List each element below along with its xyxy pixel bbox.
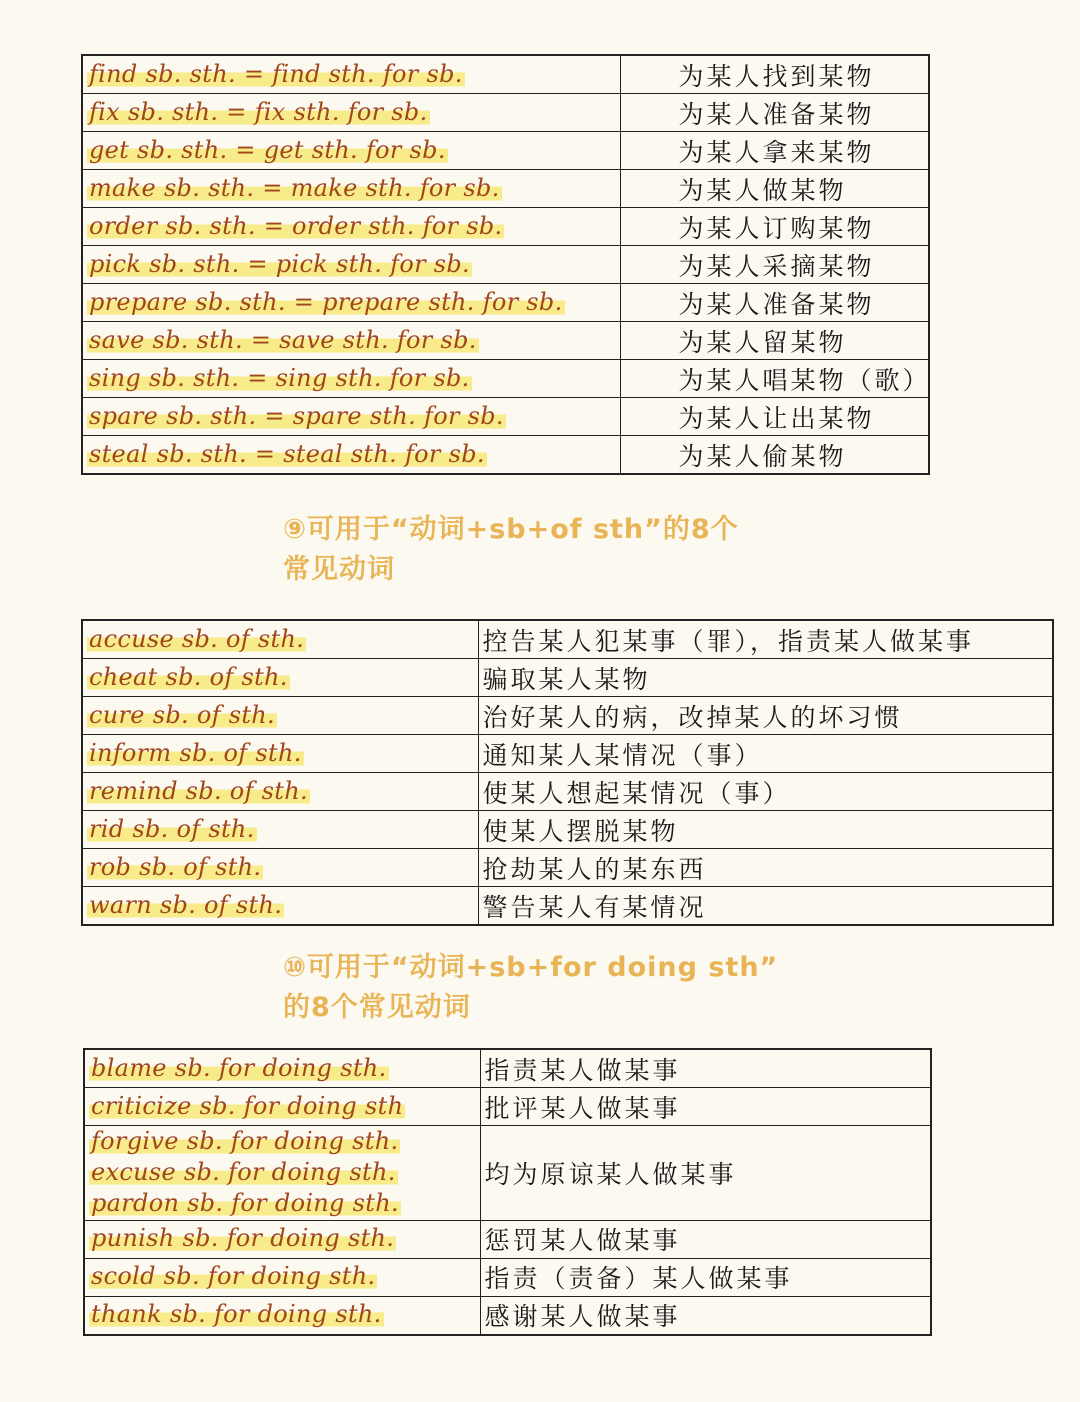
table-row — [82, 94, 929, 132]
table-row — [82, 398, 929, 436]
phrase-cell — [82, 360, 620, 398]
meaning-cell: 批评某人做某事 — [480, 1088, 931, 1126]
verb-phrase: find sb. sth. = find sth. for sb. — [89, 59, 463, 88]
table-row — [82, 697, 1053, 735]
table-row — [82, 620, 1053, 659]
section-heading-10-line2: 的8个常见动词 — [283, 992, 471, 1023]
table-row — [82, 132, 929, 170]
table-row — [82, 849, 1053, 887]
table-row — [82, 887, 1053, 926]
verb-phrase: punish sb. for doing sth. — [91, 1224, 395, 1253]
verb-phrase: blame sb. for doing sth. — [91, 1053, 387, 1082]
verb-phrase: scold sb. for doing sth. — [91, 1262, 376, 1291]
verb-phrase: warn sb. of sth. — [89, 890, 283, 919]
table-row — [82, 246, 929, 284]
table-row — [82, 659, 1053, 697]
phrase-cell — [82, 284, 620, 322]
verb-phrase: save sb. sth. = save sth. for sb. — [89, 325, 477, 354]
verb-phrase: cheat sb. of sth. — [89, 662, 288, 691]
table-row — [84, 1220, 931, 1258]
table-row — [84, 1126, 931, 1221]
phrase-cell — [82, 436, 620, 475]
meaning-cell: 为某人准备某物 — [620, 94, 929, 132]
table-row — [82, 811, 1053, 849]
verb-phrase: spare sb. sth. = spare sth. for sb. — [89, 401, 504, 430]
verb-phrase: make sb. sth. = make sth. for sb. — [89, 173, 500, 202]
meaning-cell: 为某人让出某物 — [620, 398, 929, 436]
verb-phrase: inform sb. of sth. — [89, 738, 302, 767]
phrase-cell — [82, 55, 620, 94]
section-heading-9-line1: ⑨可用于“动词+sb+of sth”的8个 — [283, 514, 739, 545]
table-row — [82, 735, 1053, 773]
table-row — [82, 170, 929, 208]
meaning-cell: 通知某人某情况（事） — [478, 735, 1053, 773]
meaning-cell: 为某人找到某物 — [620, 55, 929, 94]
verb-phrase: pick sb. sth. = pick sth. for sb. — [89, 249, 470, 278]
phrase-cell — [82, 659, 478, 697]
meaning-cell: 感谢某人做某事 — [480, 1296, 931, 1335]
meaning-cell: 为某人留某物 — [620, 322, 929, 360]
verb-phrase: forgive sb. for doing sth. — [91, 1127, 399, 1155]
meaning-cell: 惩罚某人做某事 — [480, 1220, 931, 1258]
phrase-cell — [82, 620, 478, 659]
phrase-cell — [82, 208, 620, 246]
table-row — [84, 1258, 931, 1296]
phrase-cell — [84, 1049, 480, 1088]
phrase-cell — [82, 398, 620, 436]
phrase-cell — [82, 735, 478, 773]
table-row — [84, 1049, 931, 1088]
verb-phrase: prepare sb. sth. = prepare sth. for sb. — [89, 287, 563, 316]
phrase-cell — [82, 322, 620, 360]
table-row — [82, 360, 929, 398]
phrase-cell — [82, 849, 478, 887]
verb-phrase: cure sb. of sth. — [89, 700, 275, 729]
verb-phrase: fix sb. sth. = fix sth. for sb. — [89, 97, 428, 126]
verb-phrase: criticize sb. for doing sth — [91, 1091, 404, 1120]
verb-phrase: excuse sb. for doing sth. — [91, 1158, 396, 1187]
verb-phrase: steal sb. sth. = steal sth. for sb. — [89, 439, 485, 468]
section-heading-9-line2: 常见动词 — [283, 554, 395, 585]
section-heading-9 — [283, 510, 739, 590]
meaning-cell: 使某人摆脱某物 — [478, 811, 1053, 849]
verb-phrase: get sb. sth. = get sth. for sb. — [89, 135, 446, 164]
phrase-cell — [82, 170, 620, 208]
meaning-cell: 为某人偷某物 — [620, 436, 929, 475]
phrase-cell — [82, 811, 478, 849]
meaning-cell: 指责某人做某事 — [480, 1049, 931, 1088]
section-heading-10 — [283, 948, 778, 1028]
verb-phrase: rid sb. of sth. — [89, 814, 255, 843]
meaning-cell: 为某人拿来某物 — [620, 132, 929, 170]
table-row — [82, 208, 929, 246]
verb-phrase: accuse sb. of sth. — [89, 624, 305, 653]
phrase-cell — [84, 1258, 480, 1296]
phrase-cell — [84, 1126, 480, 1221]
meaning-cell: 骗取某人某物 — [478, 659, 1053, 697]
verb-phrase: pardon sb. for doing sth. — [91, 1189, 399, 1218]
meaning-cell: 为某人采摘某物 — [620, 246, 929, 284]
table-row — [82, 55, 929, 94]
verb-phrase: rob sb. of sth. — [89, 852, 262, 881]
phrase-cell — [82, 246, 620, 284]
verb-phrase: order sb. sth. = order sth. for sb. — [89, 211, 503, 240]
table-row — [82, 773, 1053, 811]
phrase-cell — [84, 1296, 480, 1335]
meaning-cell: 为某人做某物 — [620, 170, 929, 208]
meaning-cell: 为某人订购某物 — [620, 208, 929, 246]
phrase-cell — [82, 887, 478, 926]
meaning-cell: 使某人想起某情况（事） — [478, 773, 1053, 811]
phrase-cell — [82, 132, 620, 170]
phrase-cell — [82, 697, 478, 735]
verb-phrase: sing sb. sth. = sing sth. for sb. — [89, 363, 470, 392]
verb-phrase: thank sb. for doing sth. — [91, 1300, 382, 1329]
table-row — [82, 436, 929, 475]
phrase-cell — [84, 1220, 480, 1258]
meaning-cell: 抢劫某人的某东西 — [478, 849, 1053, 887]
meaning-cell: 警告某人有某情况 — [478, 887, 1053, 926]
table-row — [84, 1088, 931, 1126]
phrase-cell — [82, 94, 620, 132]
meaning-cell: 为某人唱某物（歌） — [620, 360, 929, 398]
table-row — [84, 1296, 931, 1335]
phrase-cell — [82, 773, 478, 811]
table-row — [82, 322, 929, 360]
verb-table-for-doing-sth — [83, 1048, 932, 1336]
verb-table-of-sth — [81, 619, 1054, 926]
meaning-cell: 均为原谅某人做某事 — [480, 1126, 931, 1221]
verb-phrase: remind sb. of sth. — [89, 776, 308, 805]
section-heading-10-line1: ⑩可用于“动词+sb+for doing sth” — [283, 952, 779, 983]
meaning-cell: 指责（责备）某人做某事 — [480, 1258, 931, 1296]
meaning-cell: 控告某人犯某事（罪），指责某人做某事 — [478, 620, 1053, 659]
phrase-cell — [84, 1088, 480, 1126]
meaning-cell: 治好某人的病，改掉某人的坏习惯 — [478, 697, 1053, 735]
table-row — [82, 284, 929, 322]
meaning-cell: 为某人准备某物 — [620, 284, 929, 322]
verb-table-for-sb — [81, 54, 930, 475]
